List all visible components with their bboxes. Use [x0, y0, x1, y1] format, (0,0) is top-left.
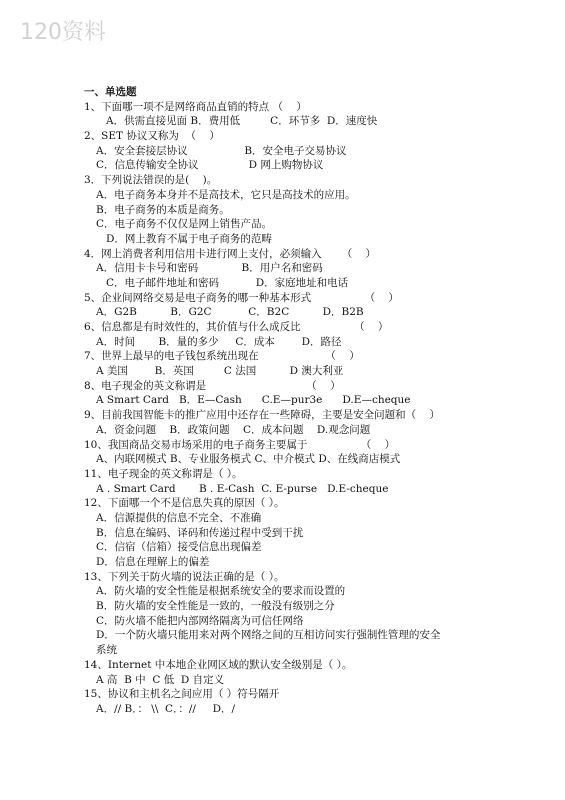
option-line: A．G2B B．G2C C．B2C D．B2B	[96, 306, 364, 319]
question-line: 1、下面哪一项不是网络商品直销的特点 （ ）	[84, 100, 307, 113]
option-line: C．电子商务不仅仅是网上销售产品。	[96, 218, 273, 231]
option-line: B．防火墙的安全性能是一致的，一般没有级别之分	[96, 600, 335, 613]
option-line: D．网上教育不属于电子商务的范畴	[106, 232, 272, 245]
question-line: 3．下列说法错误的是( )。	[84, 174, 218, 187]
option-line: A．信源提供的信息不完全、不准确	[96, 511, 262, 524]
option-line: A、内联网模式 B、专业服务模式 C、中介模式 D、在线商店模式	[96, 453, 401, 466]
option-line: C．电子邮件地址和密码 D．家庭地址和电话	[106, 276, 349, 289]
question-line: 14、Internet 中本地企业网区域的默认安全级别是（ ）。	[84, 658, 353, 671]
option-line: A．资金问题 B．政策问题 C．成本问题 D.观念问题	[96, 423, 371, 436]
option-line: A Smart Card B．E—Cash C.E—pur3e D.E—cheque	[96, 394, 411, 407]
option-line: D．信息在理解上的偏差	[96, 556, 210, 568]
option-line: A．时间 B．量的多少 C．成本 D．路径	[96, 335, 342, 348]
option-line: B．电子商务的本质是商务。	[96, 203, 230, 216]
question-line: 13、下列关于防火墙的说法正确的是（ ）。	[84, 570, 285, 583]
question-line: 11、电子现金的英文称谓是（ ）。	[84, 467, 243, 480]
question-line: 2、SET 协议又称为 （ ）	[84, 130, 220, 143]
document-body	[84, 85, 504, 717]
option-line: A．安全套接层协议 B．安全电子交易协议	[96, 144, 347, 157]
option-line: 系统	[96, 644, 117, 657]
option-line: A 美国 B．英国 C 法国 D 澳大利亚	[96, 365, 344, 378]
question-list	[84, 100, 504, 717]
question-line: 5、企业间网络交易是电子商务的哪一种基本形式 （ ）	[84, 291, 399, 304]
option-line: A．防火墙的安全性能是根据系统安全的要求而设置的	[96, 585, 346, 598]
question-line: 8、电子现金的英文称谓是 （ ）	[84, 379, 341, 392]
option-line: A . Smart Card B . E-Cash C. E-purse D.E-cheque	[96, 482, 389, 495]
option-line: B．信息在编码、译码和传递过程中受到干扰	[96, 526, 304, 539]
option-line: A．电子商务本身并不是高技术，它只是高技术的应用。	[96, 188, 356, 201]
watermark: 120资料	[20, 20, 106, 45]
question-line: 6、信息都是有时效性的，其价值与什么成反比 （ ）	[84, 321, 389, 333]
question-line: 15、协议和主机名之间应用（ ）符号隔开	[84, 688, 280, 701]
option-line: A．// B．： \\ C．：// D．/	[96, 702, 236, 715]
option-line: C．防火墙不能把内部网络隔离为可信任网络	[96, 614, 304, 627]
option-line: A．供需直接见面 B．费用低 C．环节多 D．速度快	[106, 115, 378, 128]
option-line: A．信用卡卡号和密码 B．用户名和密码	[96, 262, 323, 275]
option-line: C．信宿（信箱）接受信息出现偏差	[96, 541, 262, 554]
question-line: 12、下面哪一个不是信息失真的原因（ ）。	[84, 497, 285, 510]
question-line: 10、我国商品交易市场采用的电子商务主要属于 （ ）	[84, 438, 396, 451]
option-line: A 高 B 中 C 低 D 自定义	[96, 673, 225, 686]
question-line: 7、世界上最早的电子钱包系统出现在 （ ）	[84, 350, 360, 363]
question-line: 4．网上消费者利用信用卡进行网上支付，必须输入 （ ）	[84, 247, 377, 260]
option-line: D．一个防火墙只能用来对两个网络之间的互相访问实行强制性管理的安全	[96, 629, 441, 642]
section-title: 一、单选题	[84, 86, 137, 98]
question-line: 9、目前我国智能卡的推广应用中还存在一些障碍，主要是安全问题和（ ）	[84, 409, 441, 422]
option-line: C．信息传输安全协议 D 网上购物协议	[96, 159, 324, 172]
